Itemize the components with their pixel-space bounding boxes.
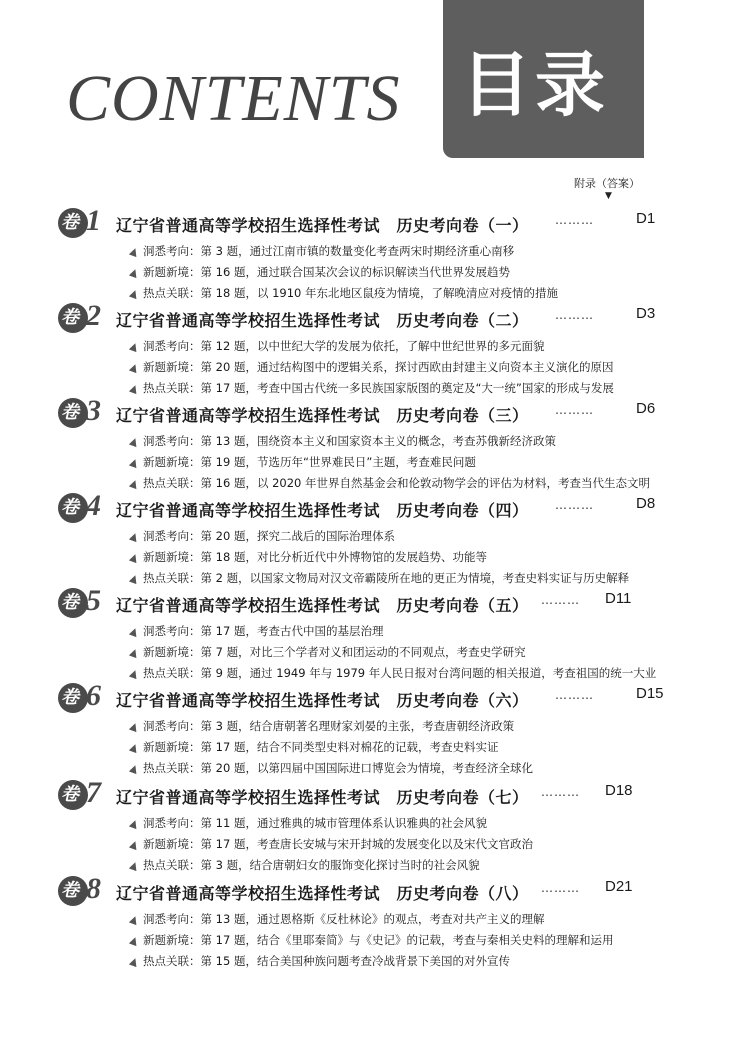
list-item	[130, 526, 698, 547]
item-text: 热点关联：第 15 题，结合美国种族问题考查冷战背景下美国的对外宣传	[143, 954, 510, 968]
item-text: 洞悉考向：第 17 题，考查古代中国的基层治理	[143, 624, 384, 638]
appendix-arrow-icon: ▼	[605, 191, 612, 201]
badge-juan: 卷	[61, 592, 79, 613]
volume-title: 辽宁省普通高等学校招生选择性考试 历史考向卷（六）	[116, 691, 529, 710]
volume-items	[58, 526, 698, 589]
badge-number: 8	[86, 872, 101, 905]
list-item	[130, 431, 698, 452]
badge-number: 3	[86, 394, 101, 427]
volume-items	[58, 813, 698, 876]
mulu-banner	[443, 0, 644, 158]
badge-juan: 卷	[61, 880, 79, 901]
badge-juan: 卷	[61, 307, 79, 328]
page-number: D1	[636, 210, 656, 227]
volume-entry[interactable]	[58, 394, 698, 494]
volume-badge-icon	[58, 872, 116, 906]
volume-items	[58, 909, 698, 972]
leader-dots: ………	[555, 688, 594, 702]
list-item	[130, 758, 698, 779]
pen-bullet-icon	[129, 648, 139, 658]
item-text: 新题新境：第 20 题，通过结构图中的逻辑关系，探讨西欧由封建主义向资本主义演化的原因	[143, 360, 614, 374]
item-text: 热点关联：第 16 题，以 2020 年世界自然基金会和伦敦动物学会的评估为材料，考查当代生态文明	[143, 476, 651, 490]
item-text: 新题新境：第 17 题，考查唐长安城与宋开封城的发展变化以及宋代文官政治	[143, 837, 533, 851]
volume-items	[58, 241, 698, 304]
list-item	[130, 716, 698, 737]
item-text: 热点关联：第 2 题，以国家文物局对汉文帝霸陵所在地的更正为情境，考查史料实证与历史解释	[143, 571, 630, 585]
appendix-label: 附录（答案）	[574, 177, 640, 190]
item-text: 新题新境：第 17 题，结合不同类型史料对棉花的记载，考查史料实证	[143, 740, 499, 754]
pen-bullet-icon	[129, 722, 139, 732]
list-item	[130, 241, 698, 262]
page-number: D6	[636, 400, 656, 417]
volume-badge-icon	[58, 299, 116, 333]
list-item	[130, 378, 698, 399]
item-text: 洞悉考向：第 3 题，通过江南市镇的数量变化考查两宋时期经济重心南移	[143, 244, 515, 258]
item-text: 新题新境：第 16 题，通过联合国某次会议的标识解读当代世界发展趋势	[143, 265, 510, 279]
volume-heading	[58, 204, 698, 238]
volume-entry[interactable]	[58, 776, 698, 876]
leader-dots: ………	[555, 308, 594, 322]
volume-title: 辽宁省普通高等学校招生选择性考试 历史考向卷（一）	[116, 216, 529, 235]
list-item	[130, 262, 698, 283]
leader-dots: ………	[541, 785, 580, 799]
pen-bullet-icon	[129, 743, 139, 753]
item-text: 洞悉考向：第 12 题，以中世纪大学的发展为依托，了解中世纪世界的多元面貌	[143, 339, 545, 353]
list-item	[130, 452, 698, 473]
list-item	[130, 357, 698, 378]
page-number: D8	[636, 495, 656, 512]
badge-number: 4	[86, 489, 101, 522]
pen-bullet-icon	[129, 268, 139, 278]
pen-bullet-icon	[129, 363, 139, 373]
mulu-title: 目录	[461, 44, 609, 126]
list-item	[130, 283, 698, 304]
leader-dots: ………	[555, 403, 594, 417]
pen-bullet-icon	[129, 532, 139, 542]
volume-entry[interactable]	[58, 489, 698, 589]
list-item	[130, 951, 698, 972]
volume-title: 辽宁省普通高等学校招生选择性考试 历史考向卷（四）	[116, 501, 529, 520]
item-text: 热点关联：第 20 题，以第四届中国国际进口博览会为情境，考查经济全球化	[143, 761, 533, 775]
volume-badge-icon	[58, 776, 116, 810]
pen-bullet-icon	[129, 764, 139, 774]
volume-badge-icon	[58, 204, 116, 238]
badge-number: 5	[86, 584, 101, 617]
volume-items	[58, 336, 698, 399]
pen-bullet-icon	[129, 479, 139, 489]
item-text: 热点关联：第 9 题，通过 1949 年与 1979 年人民日报对台湾问题的相关报道，考查祖国的统一大业	[143, 666, 657, 680]
volume-badge-icon	[58, 584, 116, 618]
item-text: 热点关联：第 3 题，结合唐朝妇女的服饰变化探讨当时的社会风貌	[143, 858, 480, 872]
volume-heading	[58, 394, 698, 428]
item-text: 洞悉考向：第 20 题，探究二战后的国际治理体系	[143, 529, 395, 543]
item-text: 洞悉考向：第 13 题，通过恩格斯《反杜林论》的观点，考查对共产主义的理解	[143, 912, 545, 926]
volume-heading	[58, 776, 698, 810]
page-number: D3	[636, 305, 656, 322]
list-item	[130, 547, 698, 568]
list-item	[130, 473, 698, 494]
badge-number: 6	[86, 679, 101, 712]
badge-number: 2	[86, 299, 101, 332]
badge-juan: 卷	[61, 497, 79, 518]
volume-heading	[58, 872, 698, 906]
item-text: 洞悉考向：第 11 题，通过雅典的城市管理体系认识雅典的社会风貌	[143, 816, 487, 830]
volume-entry[interactable]	[58, 204, 698, 304]
item-text: 新题新境：第 18 题，对比分析近代中外博物馆的发展趋势、功能等	[143, 550, 487, 564]
volume-heading	[58, 489, 698, 523]
leader-dots: ………	[555, 498, 594, 512]
page-number: D18	[605, 782, 633, 799]
pen-bullet-icon	[129, 627, 139, 637]
page-number: D21	[605, 878, 633, 895]
page-number: D11	[605, 590, 632, 607]
item-text: 新题新境：第 17 题，结合《里耶秦简》与《史记》的记载，考查与秦相关史料的理解和运用	[143, 933, 614, 947]
volume-entry[interactable]	[58, 584, 698, 684]
contents-heading: CONTENTS	[66, 62, 401, 135]
pen-bullet-icon	[129, 437, 139, 447]
pen-bullet-icon	[129, 915, 139, 925]
item-text: 热点关联：第 18 题，以 1910 年东北地区鼠疫为情境，了解晚清应对疫情的措施	[143, 286, 559, 300]
pen-bullet-icon	[129, 247, 139, 257]
list-item	[130, 568, 698, 589]
volume-heading	[58, 584, 698, 618]
item-text: 热点关联：第 17 题，考查中国古代统一多民族国家版图的奠定及“大一统”国家的形成与发展	[143, 381, 614, 395]
badge-juan: 卷	[61, 687, 79, 708]
pen-bullet-icon	[129, 289, 139, 299]
item-text: 新题新境：第 19 题，节选历年“世界难民日”主题，考查难民问题	[143, 455, 476, 469]
volume-items	[58, 716, 698, 779]
volume-title: 辽宁省普通高等学校招生选择性考试 历史考向卷（二）	[116, 311, 529, 330]
pen-bullet-icon	[129, 840, 139, 850]
pen-bullet-icon	[129, 669, 139, 679]
list-item	[130, 336, 698, 357]
badge-juan: 卷	[61, 212, 79, 233]
volume-entry[interactable]	[58, 679, 698, 779]
volume-items	[58, 431, 698, 494]
pen-bullet-icon	[129, 574, 139, 584]
leader-dots: ………	[555, 213, 594, 227]
volume-badge-icon	[58, 679, 116, 713]
volume-entry[interactable]	[58, 872, 698, 972]
volume-badge-icon	[58, 489, 116, 523]
list-item	[130, 909, 698, 930]
volume-title: 辽宁省普通高等学校招生选择性考试 历史考向卷（七）	[116, 788, 529, 807]
list-item	[130, 663, 698, 684]
badge-number: 1	[86, 204, 101, 237]
pen-bullet-icon	[129, 819, 139, 829]
leader-dots: ………	[541, 881, 580, 895]
pen-bullet-icon	[129, 957, 139, 967]
list-item	[130, 642, 698, 663]
leader-dots: ………	[541, 593, 580, 607]
volume-title: 辽宁省普通高等学校招生选择性考试 历史考向卷（五）	[116, 596, 529, 615]
pen-bullet-icon	[129, 342, 139, 352]
pen-bullet-icon	[129, 458, 139, 468]
list-item	[130, 737, 698, 758]
page-number: D15	[636, 685, 664, 702]
pen-bullet-icon	[129, 553, 139, 563]
list-item	[130, 855, 698, 876]
badge-number: 7	[86, 776, 101, 809]
list-item	[130, 930, 698, 951]
list-item	[130, 621, 698, 642]
volume-badge-icon	[58, 394, 116, 428]
badge-juan: 卷	[61, 402, 79, 423]
badge-juan: 卷	[61, 784, 79, 805]
volume-title: 辽宁省普通高等学校招生选择性考试 历史考向卷（三）	[116, 406, 529, 425]
list-item	[130, 834, 698, 855]
item-text: 洞悉考向：第 13 题，围绕资本主义和国家资本主义的概念，考查苏俄新经济政策	[143, 434, 556, 448]
volume-heading	[58, 679, 698, 713]
pen-bullet-icon	[129, 861, 139, 871]
pen-bullet-icon	[129, 936, 139, 946]
volume-heading	[58, 299, 698, 333]
pen-bullet-icon	[129, 384, 139, 394]
list-item	[130, 813, 698, 834]
volume-entry[interactable]	[58, 299, 698, 399]
volume-title: 辽宁省普通高等学校招生选择性考试 历史考向卷（八）	[116, 884, 529, 903]
item-text: 新题新境：第 7 题，对比三个学者对义和团运动的不同观点，考查史学研究	[143, 645, 526, 659]
item-text: 洞悉考向：第 3 题，结合唐朝著名理财家刘晏的主张，考查唐朝经济政策	[143, 719, 515, 733]
volume-items	[58, 621, 698, 684]
